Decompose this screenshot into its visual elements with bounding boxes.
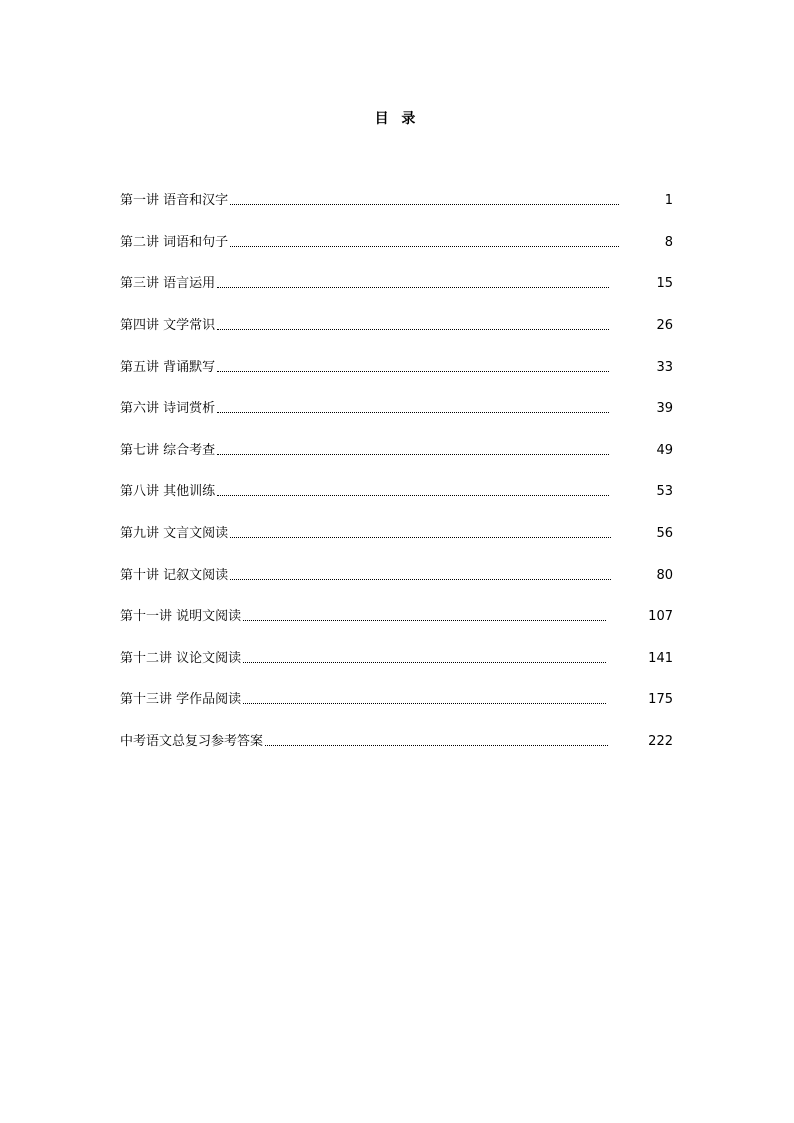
toc-entry-label: 第九讲 文言文阅读 — [120, 526, 229, 541]
toc-entry-label: 第四讲 文学常识 — [120, 318, 216, 333]
toc-entry-page: 107 — [648, 609, 673, 624]
toc-entry-page: 15 — [656, 276, 673, 291]
toc-entry — [120, 733, 673, 751]
toc-entry — [120, 608, 673, 626]
toc-entry — [120, 359, 673, 377]
toc-entry — [120, 650, 673, 668]
toc-leader-dots — [217, 329, 609, 330]
toc-entry-label: 中考语文总复习参考答案 — [120, 734, 264, 749]
toc-entry-label: 第五讲 背诵默写 — [120, 360, 216, 375]
toc-entry-page: 175 — [648, 692, 673, 707]
toc-entry — [120, 192, 673, 210]
toc-entry-label: 第十三讲 学作品阅读 — [120, 692, 242, 707]
toc-leader-dots — [217, 495, 609, 496]
toc-title: 目 录 — [374, 111, 420, 127]
toc-leader-dots — [217, 412, 609, 413]
toc-entry-page: 80 — [656, 568, 673, 583]
toc-leader-dots — [243, 620, 606, 621]
toc-entry — [120, 483, 673, 501]
toc-entry — [120, 525, 673, 543]
toc-entry-label: 第六讲 诗词赏析 — [120, 401, 216, 416]
toc-entry-page: 8 — [664, 235, 673, 250]
toc-entry — [120, 442, 673, 460]
toc-leader-dots — [243, 662, 606, 663]
toc-entry-label: 第一讲 语音和汉字 — [120, 193, 229, 208]
toc-entry — [120, 691, 673, 709]
toc-entry-page: 222 — [648, 734, 673, 749]
toc-leader-dots — [265, 745, 608, 746]
toc-entry-page: 33 — [656, 360, 673, 375]
toc-entry — [120, 400, 673, 418]
toc-entry-page: 1 — [664, 193, 673, 208]
toc-leader-dots — [243, 703, 606, 704]
toc-leader-dots — [217, 287, 609, 288]
toc-entry — [120, 317, 673, 335]
toc-entry-label: 第十一讲 说明文阅读 — [120, 609, 242, 624]
toc-entry — [120, 275, 673, 293]
toc-entry — [120, 234, 673, 252]
toc-entry-label: 第十二讲 议论文阅读 — [120, 651, 242, 666]
toc-entry — [120, 567, 673, 585]
toc-entry-page: 39 — [656, 401, 673, 416]
toc-leader-dots — [217, 371, 609, 372]
toc-leader-dots — [230, 246, 619, 247]
toc-leader-dots — [217, 454, 609, 455]
toc-entry-label: 第七讲 综合考查 — [120, 443, 216, 458]
toc-leader-dots — [230, 579, 611, 580]
toc-entry-page: 26 — [656, 318, 673, 333]
toc-entry-page: 141 — [648, 651, 673, 666]
toc-leader-dots — [230, 204, 619, 205]
toc-entry-label: 第三讲 语言运用 — [120, 276, 216, 291]
toc-entry-label: 第二讲 词语和句子 — [120, 235, 229, 250]
toc-entry-page: 56 — [656, 526, 673, 541]
toc-entry-label: 第八讲 其他训练 — [120, 484, 216, 499]
toc-leader-dots — [230, 537, 611, 538]
toc-entry-label: 第十讲 记叙文阅读 — [120, 568, 229, 583]
toc-entry-page: 53 — [656, 484, 673, 499]
toc-entry-page: 49 — [656, 443, 673, 458]
